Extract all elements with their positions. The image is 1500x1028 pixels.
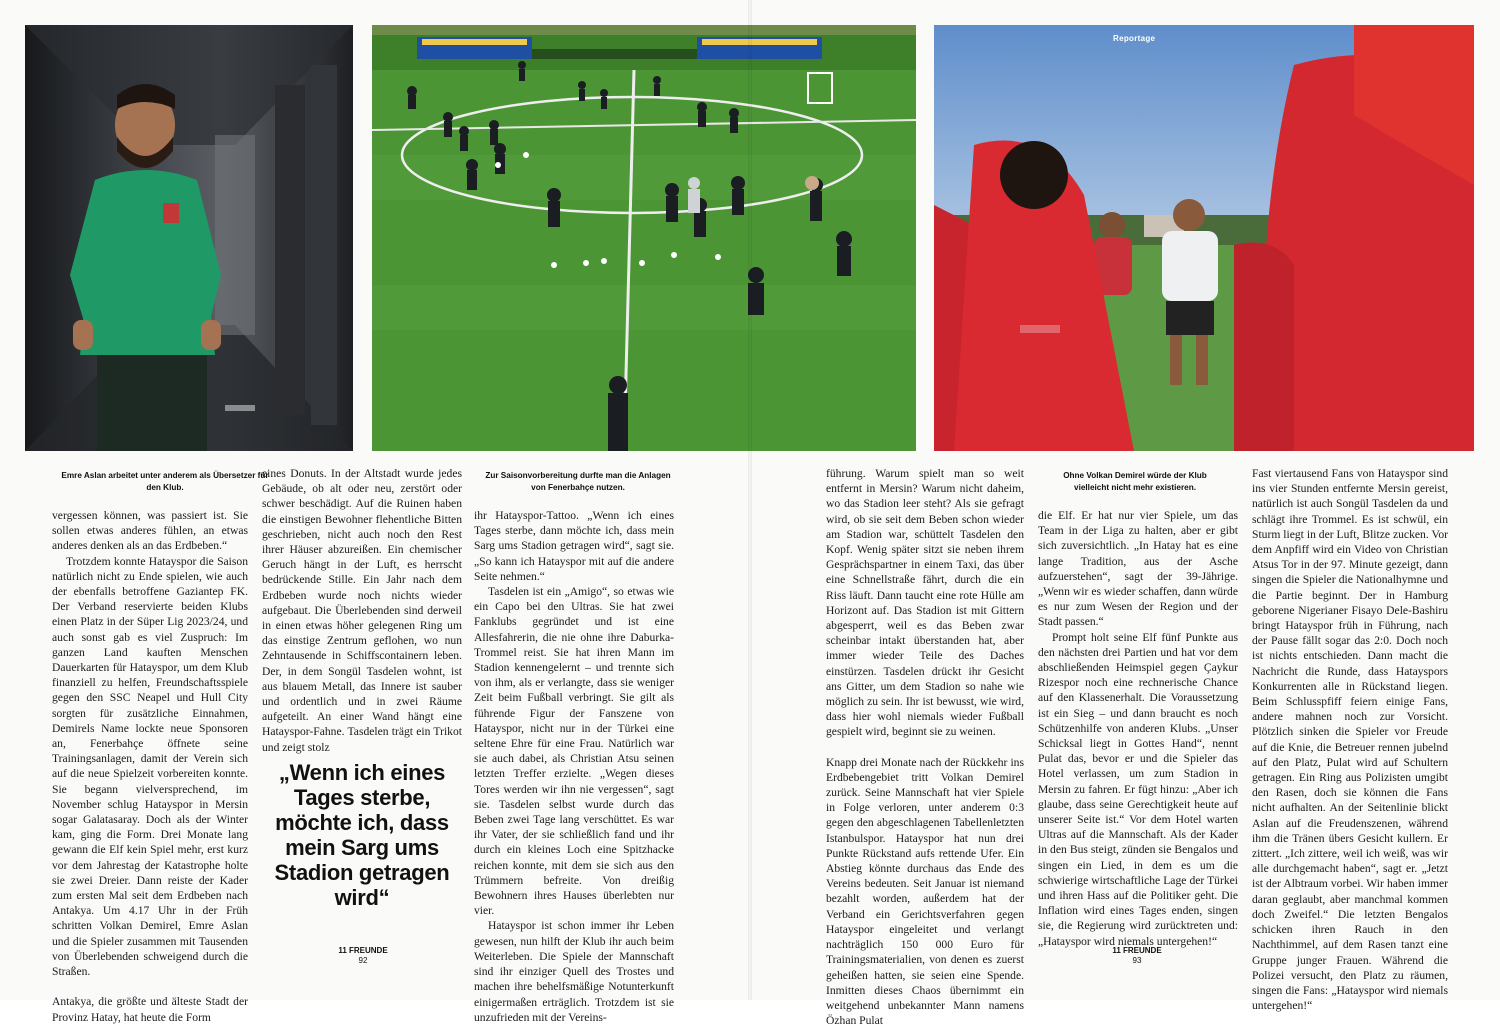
text-column-4	[826, 466, 1024, 1028]
paragraph: die Elf. Er hat nur vier Spiele, um das Team in der Liga zu halten, aber er gibt sich zuversichtlich. „In Hatay hat es eine lange Tradition, aus der Asche aufzuerstehen“, sagt der 39-Jährige. „Wenn wir es wieder schaffen, dann würde es nur zum Wesen der Region und der Stadt passen.“	[1038, 509, 1238, 629]
paragraph: Knapp drei Monate nach der Rückkehr ins Erdbebengebiet tritt Volkan Demirel zurück. Seine Mannschaft hat vier Spiele in Folge verloren, unter anderem 0:3 gegen den abgeschlagenen Tabellenletzten Istanbulspor. Hatayspor hat nun drei Punkte Rückstand aufs rettende Ufer. Ein Abstieg könnte durchaus das Ende des Vereins bedeuten. Seit Januar ist niemand bezahlt worden, außerdem hat der Verband ein Gerichtsverfahren gegen Hatayspor eingeleitet und verlangt nachträglich 150 000 Euro für Trainingsmaterialien, von denen es zuerst geheißen hatten, sie seien eine Spende. Inmitten dieses Chaos übernimmt ein weitgehend unbekannter Mann namens Özhan Pulat	[826, 755, 1024, 1028]
paragraph: ihr Hatayspor-Tattoo. „Wenn ich eines Tages sterbe, dann möchte ich, dass mein Sarg ums Stadion getragen wird“, sagt sie. „So kann ich Hatayspor mit auf die andere Seite nehmen.“	[474, 509, 674, 583]
pitch-caption: Zur Saisonvorbereitung durfte man die Anlagen von Fenerbahçe nutzen.	[485, 471, 671, 492]
portrait-photo	[25, 25, 353, 451]
page-footer-left	[328, 946, 398, 966]
paragraph: führung. Warum spielt man so weit entfernt in Mersin? Warum nicht daheim, wo das Stadion leer steht? Als sie gefragt wird, ob sie seit dem Beben schon wieder am Stadion war, schüttelt Tasdelen den Kopf. Wenig später sitzt sie neben ihrem Gesprächspartner in einem Taxi, das über eine Schnellstraße fährt, durch die ein Riss läuft. Dann taucht eine rote Hülle am Horizont auf. Das Stadion ist mit Gittern abgesperrt, weil es das Beben zwar scheinbar intakt überstanden hat, aber immer wieder Teile des Daches einstürzen. Tasdelen drückt ihr Gesicht ans Gitter, um dem Stadion so nahe wie möglich zu sein. Ihr ist bewusst, wie wird, dass hier wohl niemals wieder Fußball gespielt wird, beginnt sie zu weinen.	[826, 467, 1024, 739]
magazine-name: 11 FREUNDE	[338, 946, 388, 955]
text-column-2	[262, 466, 462, 754]
paragraph: Fast viertausend Fans von Hatayspor sind ins vier Stunden entfernte Mersin gereist, natürlich ist auch Songül Tasdelen da und schlägt ihre Trommel. Es ist schwül, ein Sturm liegt in der Luft, Blitze zucken. Vor dem Anpfiff wird ein Video von Christian Atsus Tor in der 97. Minute gezeigt, dann singen die Spieler die Nationalhymne und die Partie beginnt. Der in Hamburg geborene Nigerianer Fisayo Dele-Bashiru bringt Hatayspor früh in Führung, nach der Pause fällt sogar das 2:0. Doch noch ist nichts entschieden. Dann macht die Nachricht die Runde, dass Hatayspors Konkurrenten alle in Rückstand liegen. Beim Schlusspfiff feiern einige Fans, andere mahnen noch zur Vorsicht. Plötzlich sinken die Spieler vor Freude auf die Knie, die Betreuer rennen jubelnd auf den Platz, Pulat wird auf Schultern getragen. Ein Ring aus Polizisten umgibt den Rasen, doch sie können die Fans nicht aufhalten. An der Seitenlinie blickt Aslan auf die Freudenszenen, während ihm die Tränen übers Gesicht kullern. Er zittert. „Ich zittere, weil ich weiß, was wir alle durchgemacht haben“, sagt er. „Jetzt ist der Albtraum vorbei. Wir haben immer daran geglaubt, aber manchmal kommen doch Zweifel.“ Die letzten Bengalos schicken ihren Rauch in den Nachthimmel, auf dem Rasen tanzt eine Gruppe junger Frauen. Während die Polizei versucht, den Platz zu räumen, singen die Fans: „Hatayspor wird niemals untergehen!“	[1252, 467, 1448, 1013]
text-column-5	[1038, 508, 1238, 948]
huddle-illustration	[934, 25, 1474, 451]
training-pitch-photo	[372, 25, 916, 451]
page-number: 93	[1132, 956, 1142, 965]
section-kicker: Reportage	[1113, 34, 1156, 43]
text-column-3	[474, 508, 674, 1024]
magazine-name: 11 FREUNDE	[1112, 946, 1162, 955]
paragraph: Tasdelen ist ein „Amigo“, so etwas wie ein Capo bei den Ultras. Sie hat zwei Fanklubs gegründet und ist eine Allesfahrerin, die nie ohne ihre Daburka-Trommel reist. Sie hat ihren Mann im Stadion kennengelernt – und trennte sich von ihm, als er verlangte, dass sie weniger Zeit beim Fußball verbringt. Sie gilt als führende Figur der Fanszene von Hatayspor, nicht nur in der Türkei eine seltene Ehre für eine Frau. Natürlich war sie auch dabei, als Christian Atsu seinen letzten Treffer erzielte. „Wegen dieses Tores werden wir ihn nie vergessen“, sagt sie. Tasdelen selbst wurde durch das Beben zwei Tage lang verschüttet. Es war ihr Vater, der sie schließlich fand und ihr durch ein kleines Loch eine Spitzhacke reichen konnte, mit dem sie sich aus den Trümmern befreite. Von dreißig Bewohnern ihres Hauses überlebten nur vier.	[474, 585, 674, 918]
paragraph: eines Donuts. In der Altstadt wurde jedes Gebäude, ob alt oder neu, zerstört oder schwer beschädigt. Auf die Ruinen haben die einstigen Bewohner flehentliche Bitten geschrieben, nicht auch noch den Rest ihrer Häuser abzureißen. Ein chemischer Geruch hängt in der Luft, es herrscht bedrückende Stille. Ein Jahr nach dem Erdbeben wurde noch nichts wieder aufgebaut. Die Überlebenden sind derweil in einen etwas höher gelegenen Ring um das einstige Zentrum geflohen, wo nun Zehntausende in Schiffscontainern leben. Der, in dem Songül Tasdelen wohnt, ist aus blauem Metall, das Innere ist sauber und ordentlich und in zwei Räume aufgeteilt. An einer Wand hängt eine Hatayspor-Fahne. Tasdelen trägt ein Trikot und zeigt stolz	[262, 467, 462, 754]
page-number: 92	[358, 956, 368, 965]
pull-quote: „Wenn ich eines Tages sterbe, möchte ich, dass mein Sarg ums Stadion getragen wird“	[274, 760, 450, 910]
team-huddle-photo	[934, 25, 1474, 451]
huddle-caption: Ohne Volkan Demirel würde der Klub vielleicht nicht mehr existieren.	[1063, 471, 1207, 492]
pitch-illustration	[372, 25, 916, 451]
page-gutter	[748, 0, 752, 1000]
text-column-1	[52, 508, 248, 1024]
text-column-6	[1252, 466, 1448, 1013]
paragraph: Hatayspor ist schon immer ihr Leben gewesen, nun hilft der Klub ihr auch beim Weiterleben. Die Spiele der Mannschaft sind ihr einziger Quell des Trostes und machen ihre behelfsmäßige Notunterkunft einigermaßen erträglich. Trotzdem ist sie unzufrieden mit der Vereins-	[474, 919, 674, 1024]
portrait-illustration	[25, 25, 353, 451]
paragraph: Prompt holt seine Elf fünf Punkte aus den nächsten drei Partien und hat vor dem abschließenden Heimspiel gegen Çaykur Rizespor noch eine rechnerische Chance auf den Klassenerhalt. Die Voraussetzung ist ein Sieg – und dann braucht es noch Schützenhilfe von anderen Klubs. „Unser Schicksal liegt in Gottes Hand“, nennt Pulat das, bevor er und die Spieler das Hotel verlassen, um zum Stadion in Mersin zu fahren. Er fügt hinzu: „Aber ich glaube, dass seine Gerechtigkeit heute auf unserer Seite ist.“ Vor dem Hotel warten Ultras auf die Mannschaft. Als der Kader in den Bus steigt, zünden sie Bengalos und singen ein Lied, in dem es um die schwierige wirtschaftliche Lage der Türkei und ihren Hass auf die Politiker geht. Die Inflation wird eines Tages enden, singen sie, die Regierung wird zurücktreten und: „Hatayspor wird niemals untergehen!“	[1038, 630, 1238, 948]
paragraph: Antakya, die größte und älteste Stadt der Provinz Hatay, hat heute die Form	[52, 995, 248, 1024]
paragraph: vergessen können, was passiert ist. Sie sollen etwas anderes fühlen, an etwas anderes denken als an das Erdbeben.“	[52, 509, 248, 553]
portrait-caption: Emre Aslan arbeitet unter anderem als Übersetzer für den Klub.	[61, 471, 269, 492]
paragraph: Trotzdem konnte Hatayspor die Saison natürlich nicht zu Ende spielen, wie auch der ebenfalls betroffene Gaziantep FK. Der Verband reservierte beiden Klubs einen Platz in der Süper Lig 2023/24, und auch sonst gab es viel Zuspruch: Im ganzen Land kauften Menschen Dauerkarten für Hatayspor, um dem Klub finanziell zu helfen, Freundschaftsspiele gegen den SSC Neapel und Hull City sorgten für zusätzliche Einnahmen, Demirels Name lockte neue Sponsoren an, Fenerbahçe öffnete seine Trainingsanlagen, damit der Verein sich auf die neue Spielzeit vorbereiten konnte. Sie begann vielversprechend, im November schlug Hatayspor in Mersin sogar Galatasaray. Doch als der Winter kam, ging die Form. Drei Monate lang gewann die Elf kein Spiel mehr, erst kurz vor dem Jahrestag der Katastrophe holte sie zwei Dreier. Dann reiste der Kader zum ersten Mal seit dem Erdbeben nach Antakya. Um 4.17 Uhr in der Früh schritten Volkan Demirel, Emre Aslan und die Spieler zusammen mit Tausenden von Überlebenden schweigend durch die Straßen.	[52, 554, 248, 979]
page-footer-right	[1102, 946, 1172, 966]
